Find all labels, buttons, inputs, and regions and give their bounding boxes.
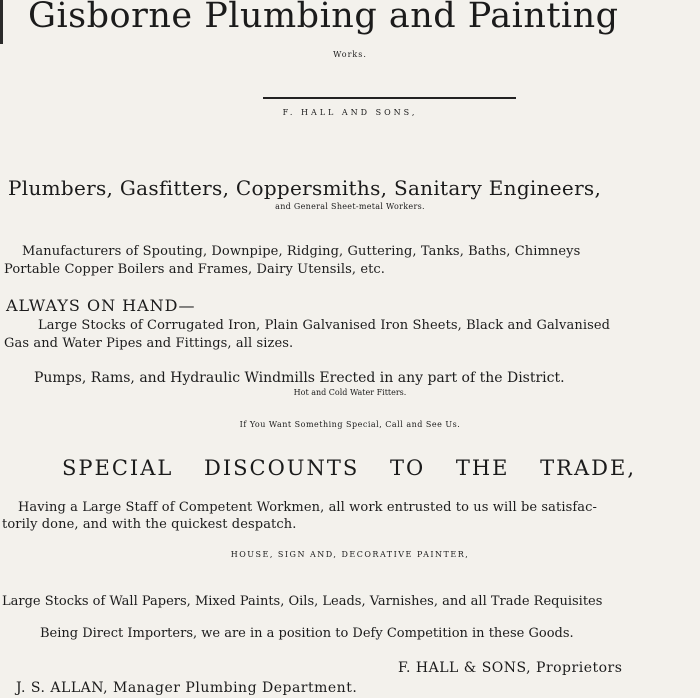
title-rule: [263, 97, 516, 99]
manufacturers-line-1: Manufacturers of Spouting, Downpipe, Ridging, Guttering, Tanks, Baths, Chimneys: [22, 244, 581, 259]
painter-heading: HOUSE, SIGN AND, DECORATIVE PAINTER,: [230, 550, 470, 559]
staff-line-1: Having a Large Staff of Competent Workmen, all work entrusted to us will be satisfac-: [18, 500, 598, 515]
advert-title: Gisborne Plumbing and Painting: [28, 0, 619, 36]
pumps-line-1: Pumps, Rams, and Hydraulic Windmills Erected in any part of the District.: [34, 370, 565, 386]
column-border: [0, 0, 3, 44]
manufacturers-line-2: Portable Copper Boilers and Frames, Dairy Utensils, etc.: [4, 262, 386, 277]
special-line: If You Want Something Special, Call and See Us.: [239, 420, 461, 429]
advert-title-line2: Works.: [333, 50, 367, 59]
firm-name: F. HALL AND SONS,: [282, 108, 418, 117]
pumps-line-2: Hot and Cold Water Fitters.: [293, 388, 407, 397]
trades-line-2: and General Sheet-metal Workers.: [275, 202, 425, 211]
always-on-hand-heading: ALWAYS ON HAND—: [6, 296, 196, 315]
trades-line-1: Plumbers, Gasfitters, Coppersmiths, Sanitary Engineers,: [8, 176, 602, 200]
stocks-line-1: Large Stocks of Corrugated Iron, Plain Galvanised Iron Sheets, Black and Galvanised: [38, 318, 611, 333]
wall-papers-line: Large Stocks of Wall Papers, Mixed Paints, Oils, Leads, Varnishes, and all Trade Requisites: [2, 594, 603, 609]
staff-line-2: torily done, and with the quickest despatch.: [2, 517, 297, 532]
stocks-line-2: Gas and Water Pipes and Fittings, all sizes.: [4, 336, 294, 351]
proprietors-line: F. HALL & SONS, Proprietors: [398, 660, 623, 676]
direct-importers-line: Being Direct Importers, we are in a position to Defy Competition in these Goods.: [40, 626, 574, 641]
trade-discounts-heading: SPECIAL DISCOUNTS TO THE TRADE,: [62, 456, 636, 480]
manager-line: J. S. ALLAN, Manager Plumbing Department.: [16, 680, 358, 696]
